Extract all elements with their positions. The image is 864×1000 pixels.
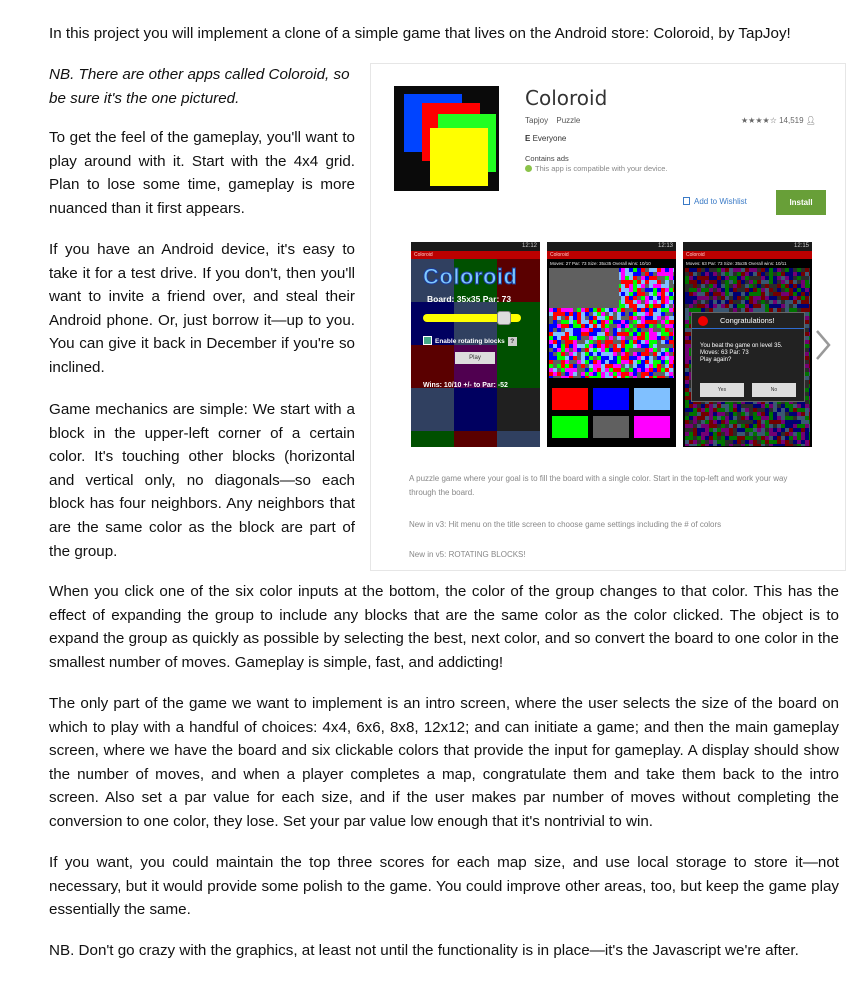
wishlist-label: Add to Wishlist [694, 197, 747, 206]
action-bar: Coloroid [411, 251, 540, 259]
dialog-title: Congratulations! [692, 313, 804, 329]
checkbox-icon [423, 336, 432, 345]
color-button-green[interactable] [552, 416, 588, 438]
nb-final-note: NB. Don't go crazy with the graphics, at least not until the functionality is in place—it's the Javascript we're after. [49, 942, 799, 959]
play-store-listing [370, 63, 846, 571]
screenshot-title-screen[interactable] [411, 242, 540, 447]
optional-paragraph: If you want, you could maintain the top three scores for each map size, and use local storage to store it—not necessary, but it would provide some polish to the game. You could improve other areas, too, but keep the game play essentially the same. [49, 854, 839, 919]
screenshot-congrats[interactable] [683, 242, 812, 447]
bookmark-icon [683, 197, 690, 205]
contains-ads: Contains ads [525, 154, 569, 163]
wins-label: Wins: 10/10 +/- to Par: -52 [423, 382, 508, 389]
rating-stars: ★★★★☆ [741, 116, 777, 125]
dialog-line-3: Play again? [700, 357, 732, 363]
play-button[interactable]: Play [455, 352, 495, 364]
content-rating [525, 134, 566, 143]
description: A puzzle game where your goal is to fill the board with a single color. Start in the top-left and work your way through the board. [409, 474, 788, 497]
person-icon: 👤︎ [805, 116, 816, 125]
color-button-red[interactable] [552, 388, 588, 410]
intro-paragraph: In this project you will implement a clone of a simple game that lives on the Android store: Coloroid, by TapJoy! [49, 25, 791, 42]
rotating-label: Enable rotating blocks [435, 338, 505, 345]
category-link[interactable]: Puzzle [556, 116, 581, 125]
install-button[interactable]: Install [776, 190, 826, 215]
color-button-blue[interactable] [593, 388, 629, 410]
wishlist-button[interactable] [683, 197, 747, 206]
developer-link[interactable]: Tapjoy [525, 116, 549, 125]
implement-paragraph: The only part of the game we want to implement is an intro screen, where the user selects the size of the board on which to play with a handful of choices: 4x4, 6x6, 8x8, 12x12; and can initiate a game; and then the main gameplay screen, where we have the board and six clickable colors that provide the input for gameplay. A display should show the number of moves, and when a player completes a map, congratulate them and take them back to the intro screen. Also set a par value for each size, and if the user makes par number of moves without completing the conversion to one color, they lose. Set your par value low enough that it's nontrivial to win. [49, 695, 839, 830]
game-board[interactable] [549, 268, 674, 378]
game-stats: Moves: 27 Par: 73 Size: 35x35 Overall wins: 10/10 [550, 261, 651, 266]
action-bar: Coloroid [683, 251, 812, 259]
game-stats: Moves: 63 Par: 73 Size: 35x35 Overall wins: 10/11 [686, 261, 787, 266]
whats-new-v5: New in v5: ROTATING BLOCKS! [409, 550, 526, 559]
alert-icon [698, 316, 708, 326]
color-button-lightblue[interactable] [634, 388, 670, 410]
status-bar: 12:13 [547, 242, 676, 251]
congrats-dialog [691, 312, 805, 402]
android-paragraph: If you have an Android device, it's easy to take it for a test drive. If you don't, then you'll want to invite a friend over, and steal their Android phone. Or, just borrow it—up to you. You can give it back in December if you're so inclined. [49, 241, 355, 376]
developer-line [525, 116, 586, 125]
slider-knob[interactable] [497, 311, 511, 325]
feel-paragraph: To get the feel of the gameplay, you'll want to play around with it. Start with the 4x4 grid. Plan to lose some time, gameplay is more nuanced than it first appears. [49, 129, 355, 217]
action-bar: Coloroid [547, 251, 676, 259]
whats-new-v3: New in v3: Hit menu on the title screen to choose game settings including the # of colors [409, 520, 722, 529]
rating-count: 14,519 [779, 116, 804, 125]
compat-line [525, 164, 668, 173]
rotating-checkbox[interactable] [423, 336, 517, 346]
mechanics-paragraph: Game mechanics are simple: We start with a block in the upper-left corner of a certain color. It's touching other blocks (horizontal and vertical only, no diagonals—so each block has four neighbors. Any neighbors that are the same color as the block are part of the group. [49, 401, 355, 560]
yes-button[interactable]: Yes [700, 383, 744, 397]
click-paragraph: When you click one of the six color inputs at the bottom, the color of the group changes to that color. This has the effect of expanding the group to include any blocks that are the same color as the color clicked. The object is to expand the group as quickly as possible by selecting the best, next color, and so convert the board to one color in the smallest number of moves. Gameplay is simple, fast, and addicting! [49, 583, 839, 671]
compat-text: This app is compatible with your device. [535, 164, 668, 173]
status-bar: 12:15 [683, 242, 812, 251]
help-icon[interactable]: ? [508, 337, 517, 346]
status-bar: 12:12 [411, 242, 540, 251]
nb-note: NB. There are other apps called Coloroid, so be sure it's the one pictured. [49, 66, 350, 107]
dialog-body [700, 343, 800, 364]
rating [741, 116, 816, 125]
check-icon [525, 165, 532, 172]
esrb-icon: E [525, 134, 531, 143]
content-rating-label: Everyone [532, 134, 567, 143]
app-logo [394, 86, 499, 191]
no-button[interactable]: No [752, 383, 796, 397]
game-title-logo: Coloroid [423, 264, 518, 289]
color-button-gray[interactable] [593, 416, 629, 438]
dialog-line-2: Moves: 63 Par: 73 [700, 350, 749, 356]
chevron-right-icon[interactable] [813, 328, 833, 362]
screenshot-gameplay[interactable] [547, 242, 676, 447]
board-label: Board: 35x35 Par: 73 [427, 294, 512, 304]
color-button-magenta[interactable] [634, 416, 670, 438]
app-title: Coloroid [525, 86, 608, 110]
dialog-line-1: You beat the game on level 35. [700, 343, 783, 349]
